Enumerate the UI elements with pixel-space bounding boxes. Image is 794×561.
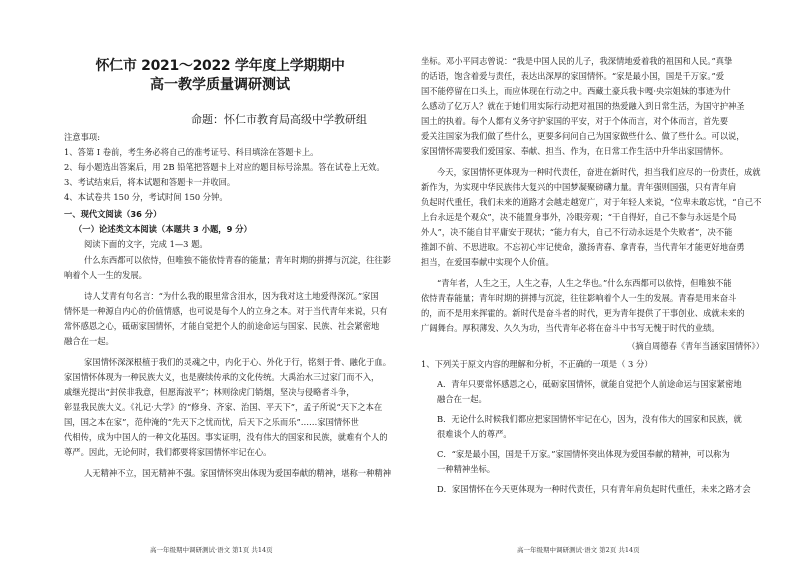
text-line: 爱关注国家为我们做了些什么，更要多问问自己为国家做些什么、做了些什么。可以说，	[421, 131, 745, 141]
text-line: 融合在一起。	[64, 336, 114, 346]
text-line: 推卸不前、不思进取。不忘初心牢记使命，激扬青春、拿青春，当代青年才能更好地奋勇	[421, 242, 745, 252]
text-line: 家国情怀需要我们爱国家、奉献、担当、作为，在日常工作生活中升华出家国情怀。	[421, 146, 728, 156]
section-heading: 一、现代文阅读（36 分）	[64, 209, 162, 219]
text-line: 诗人艾青有句名言：“为什么我的眼里常含泪水，因为我对这土地爱得深沉。”家国	[84, 291, 379, 301]
instruction: 阅读下面的文字，完成 1—3 题。	[84, 239, 208, 249]
text-line: 国不能停留在口头上，而应体现在行动之中。西藏土豪兵我卡嘎·央宗姐妹的事迹为什	[421, 86, 731, 96]
note-1: 1、答第 I 卷前，考生务必将自己的准考证号、科目填涂在答题卡上。	[64, 147, 319, 157]
option-c-cont: 一种精神坐标。	[437, 464, 496, 474]
text-line: 担当，在爱国奉献中实现个人价值。	[421, 257, 554, 267]
text-line: 负起时代重任，我们未来的道路才会越走越宽广，对于年轻人来说，“位卑未敢忘忧，“自己不	[421, 197, 762, 207]
text-line: 坐标。邓小平同志曾说：“我是中国人民的儿子，我深情地爱着我的祖国和人民。”真挚	[421, 56, 733, 66]
notes-heading: 注意事项:	[64, 132, 100, 142]
text-line: 情怀是一种源自内心的价值情感，也可说是每个人的立身之本。对于当代青年来说，只有	[64, 306, 388, 316]
text-line: 什么东西都可以依恃，但唯独不能依恃青春的能量；青年时期的拼搏与沉淀，往往影	[84, 255, 391, 265]
text-line: 常怀感恩之心，砥砺家国情怀，才能自觉把个人的前途命运与国家、民族、社会紧密地	[64, 321, 380, 331]
text-line: 国，国之本在家”，范仲淹的“先天下之忧而忧，后天下之乐而乐”……家国情怀世	[64, 417, 359, 427]
option-b-cont: 很难谈个人的尊严。	[437, 429, 512, 439]
text-line: 家国情怀深深根植于我们的灵魂之中，内化于心、外化于行，铭刻于骨、融化于血。	[84, 357, 391, 367]
text-line: 戚继光提出“封侯非我意，但愿海波平”；林则徐虎门销烟，坚决与侵略者斗争，	[64, 387, 355, 397]
question-1: 1、下列关于原文内容的理解和分析，不正确的一项是（ 3 分）	[421, 359, 653, 369]
text-line: 彰显我民族大义。《礼记·大学》的“修身、齐家、治国、平天下”，孟子所说“天下之本在	[64, 402, 383, 412]
text-line: 么感动了亿万人？就在于她们用实际行动把对祖国的热爱融入到日常生活，为国守护神圣	[421, 101, 745, 111]
text-line: 尊严。因此，无论何时，我们都要将家国情怀牢记在心。	[64, 447, 272, 457]
option-d: D．家国情怀在今天更体现为一种时代责任，只有青年肩负起时代重任，未来之路才会	[437, 484, 751, 494]
text-line: 依恃青春能量；青年时期的拼搏与沉淀，往往影响着个人一生的发展。青春是用来奋斗	[421, 293, 737, 303]
text-line: 代相传，成为中国人的一种文化基因。事实证明，没有伟大的国家和民族，就难有个人的	[64, 432, 388, 442]
page-2	[397, 0, 794, 561]
subsection-heading: （一）论述类文本阅读（本题共 3 小题，9 分）	[74, 224, 252, 234]
text-line: 外人”，决不能自甘平庸安于现状；“能力有大，自己不行动永远是个失败者”，决不能	[421, 227, 733, 237]
text-line: 国土的执着。每个人都有义务守护家国的平安，对于个体而言，对个体而言，首先要	[421, 116, 728, 126]
option-c: C．“家是最小国，国是千万家。”家国情怀突出体现为爱国奉献的精神，可以称为	[437, 449, 730, 459]
page-footer: 高一年级期中调研测试·语文 第2页 共14页	[517, 546, 640, 554]
exam-title-line2: 高一教学质量调研测试	[150, 77, 290, 93]
text-line: 广阔舞台。厚积薄发、久久为功，当代青年必将在奋斗中书写无愧于时代的业绩。	[421, 323, 720, 333]
text-line: 的，而不是用来挥霍的。新时代是奋斗者的时代，更为青年提供了干事创业、成就未来的	[421, 308, 745, 318]
text-line: 今天，家国情怀更体现为一种时代责任，奋进在新时代，担当我们应尽的一份责任，成就	[437, 167, 761, 177]
option-a-cont: 融合在一起。	[437, 394, 487, 404]
text-line: “青年者，人生之王，人生之春，人生之华也。”什么东西都可以依恃，但唯独不能	[437, 278, 732, 288]
text-line: 的话语，饱含着爱与责任，表达出深厚的家国情怀。“家是最小国，国是千万家。”爱	[421, 71, 725, 81]
text-line: 人无精神不立，国无精神不强。家国情怀突出体现为爱国奉献的精神，堪称一种精神	[84, 468, 391, 478]
source-citation: （摘自周德春《青年当涵家国情怀》）	[627, 341, 764, 351]
exam-title-line1: 怀仁市 2021～2022 学年度上学期期中	[95, 58, 345, 74]
option-a: A．青年只要常怀感恩之心，砥砺家国情怀，就能自觉把个人前途命运与国家紧密地	[437, 379, 742, 389]
option-b: B．无论什么时候我们都应把家国情怀牢记在心，因为，没有伟大的国家和民族，就	[437, 414, 742, 424]
note-4: 4、本试卷共 150 分，考试时间 150 分钟。	[64, 192, 228, 202]
page-footer: 高一年级期中调研测试·语文 第1页 共14页	[150, 546, 273, 554]
text-line: 上台永远是个观众”，决不能置身事外，冷眼旁观；“干自得好，自己不参与永远是个局	[421, 212, 737, 222]
text-line: 家国情怀体现为一种民族大义，也是赓续传承的文化传统。大禹治水三过家门而不入，	[64, 372, 380, 382]
author-line: 命题：怀仁市教育局高级中学教研组	[191, 113, 367, 126]
note-3: 3、考试结束后，将本试题和答题卡一并收回。	[64, 177, 236, 187]
text-line: 新作为，为实现中华民族伟大复兴的中国梦凝聚磅礴力量。青年强则国强，只有青年肩	[421, 182, 737, 192]
text-line: 响着个人一生的发展。	[64, 270, 147, 280]
note-2: 2、每小题选出答案后，用 2B 铅笔把答题卡上对应的题目标号涂黑。答在试卷上无效。	[64, 162, 385, 172]
